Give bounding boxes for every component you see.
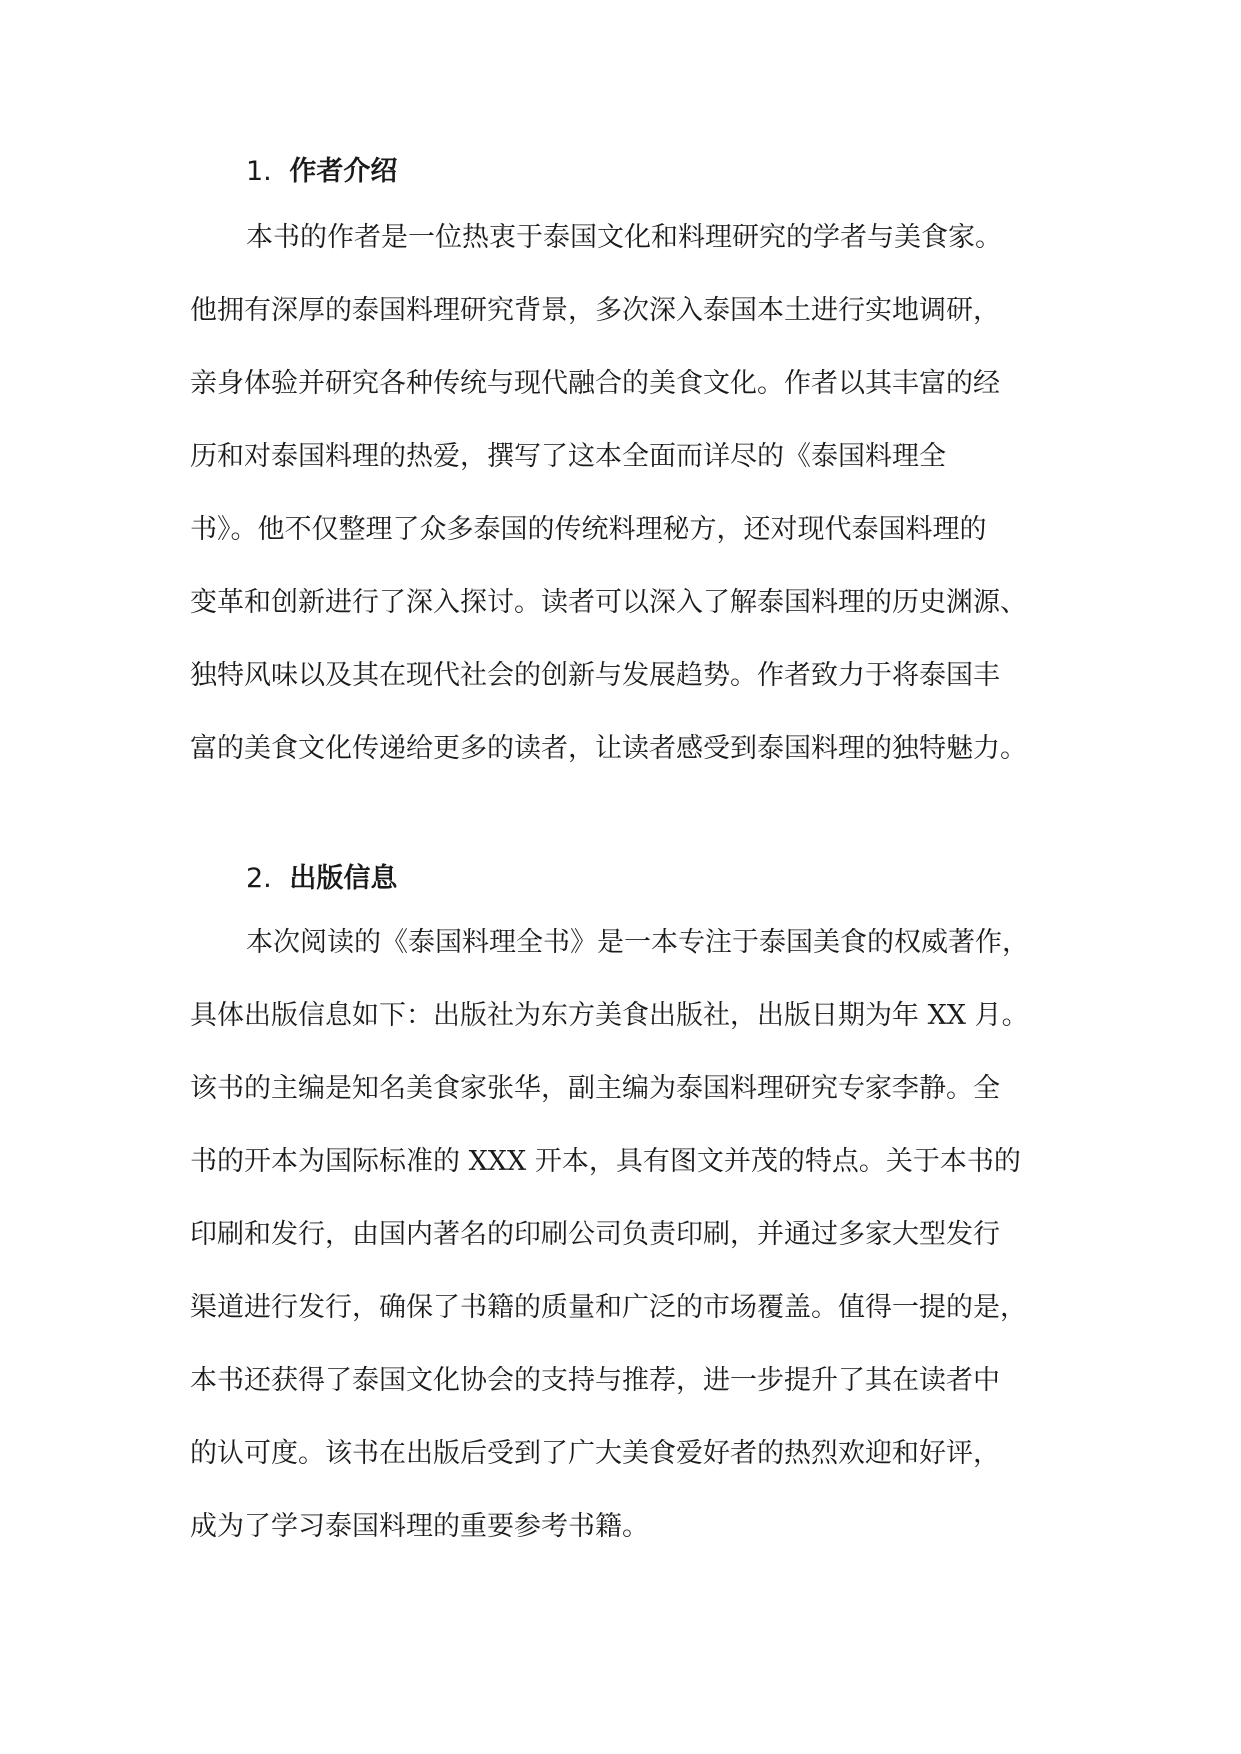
paragraph-line: 渠道进行发行，确保了书籍的质量和广泛的市场覆盖。值得一提的是， (190, 1292, 1027, 1323)
paragraph-line: 历和对泰国料理的热爱，撰写了这本全面而详尽的《泰国料理全 (190, 441, 946, 472)
section-title: 作者介绍 (289, 156, 398, 187)
publication-paragraph (190, 925, 1070, 1582)
paragraph-line: 独特风味以及其在现代社会的创新与发展趋势。作者致力于将泰国丰 (190, 660, 1000, 691)
section-heading-author (246, 158, 397, 185)
paragraph-line: 富的美食文化传递给更多的读者，让读者感受到泰国料理的独特魅力。 (190, 733, 1027, 764)
paragraph-line: 书的开本为国际标准的 XXX 开本，具有图文并茂的特点。关于本书的 (190, 1146, 1021, 1177)
paragraph-line: 本书的作者是一位热衷于泰国文化和料理研究的学者与美食家。 (246, 222, 1002, 253)
paragraph-line: 本次阅读的《泰国料理全书》是一本专注于泰国美食的权威著作， (246, 927, 1029, 958)
paragraph-line: 成为了学习泰国料理的重要参考书籍。 (190, 1511, 649, 1542)
section-title: 出版信息 (289, 863, 398, 894)
paragraph-line: 变革和创新进行了深入探讨。读者可以深入了解泰国料理的历史渊源、 (190, 587, 1027, 618)
paragraph-line: 印刷和发行，由国内著名的印刷公司负责印刷，并通过多家大型发行 (190, 1219, 1000, 1250)
paragraph-line: 该书的主编是知名美食家张华，副主编为泰国料理研究专家李静。全 (190, 1073, 1000, 1104)
author-paragraph (190, 220, 1070, 804)
section-number: 2. (246, 863, 272, 894)
section-number: 1. (246, 156, 272, 187)
paragraph-line: 亲身体验并研究各种传统与现代融合的美食文化。作者以其丰富的经 (190, 368, 1000, 399)
paragraph-line: 书》。他不仅整理了众多泰国的传统料理秘方，还对现代泰国料理的 (190, 514, 987, 545)
paragraph-line: 本书还获得了泰国文化协会的支持与推荐，进一步提升了其在读者中 (190, 1365, 1000, 1396)
paragraph-line: 他拥有深厚的泰国料理研究背景，多次深入泰国本土进行实地调研， (190, 295, 1000, 326)
section-heading-publication (246, 865, 397, 892)
paragraph-line: 的认可度。该书在出版后受到了广大美食爱好者的热烈欢迎和好评， (190, 1438, 1000, 1469)
paragraph-line: 具体出版信息如下：出版社为东方美食出版社，出版日期为年 XX 月。 (190, 1000, 1029, 1031)
